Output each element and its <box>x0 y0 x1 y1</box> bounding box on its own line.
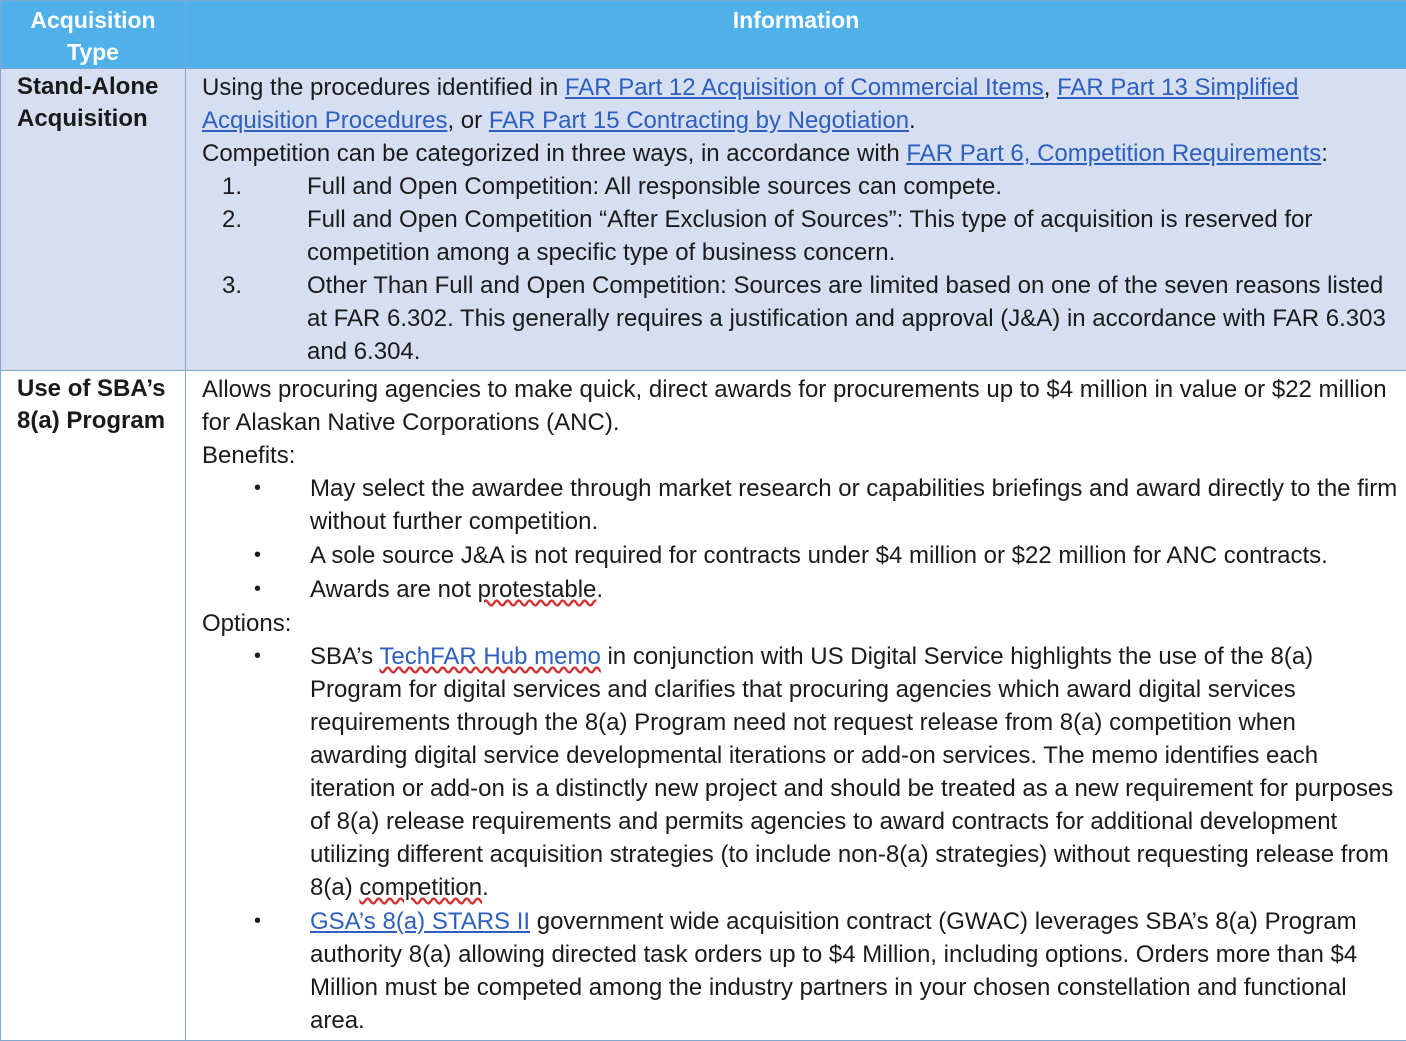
bullet-icon: • <box>202 539 310 572</box>
list-item-text <box>310 573 1398 606</box>
text: , <box>1044 74 1057 101</box>
list-item <box>202 203 1398 269</box>
list-item-text: A sole source J&A is not required for contracts under $4 million or $22 million for ANC contracts. <box>310 539 1398 572</box>
list-item <box>202 539 1398 572</box>
row-information <box>186 69 1406 371</box>
list-item-text: May select the awardee through market research or capabilities briefings and award directly to the firm without further competition. <box>310 472 1398 538</box>
far-part-15-link[interactable]: FAR Part 15 Contracting by Negotiation <box>489 107 909 134</box>
options-list <box>202 640 1398 1037</box>
text: , or <box>447 107 488 134</box>
spellcheck-word: protestable <box>478 576 597 603</box>
table-row-stand-alone <box>1 69 1406 371</box>
list-item <box>202 170 1398 203</box>
row-information <box>186 371 1406 1041</box>
benefits-label: Benefits: <box>202 439 1398 472</box>
bullet-icon: • <box>202 472 310 538</box>
techfar-hub-memo-link[interactable]: TechFAR Hub memo <box>379 643 600 670</box>
text: Competition can be categorized in three ways, in accordance with <box>202 140 906 167</box>
list-item-text: Full and Open Competition “After Exclusion of Sources”: This type of acquisition is reserved for competition among a specific type of business concern. <box>307 203 1398 269</box>
far-part-6-link[interactable]: FAR Part 6, Competition Requirements <box>906 140 1321 167</box>
far-part-12-link[interactable]: FAR Part 12 Acquisition of Commercial Items <box>565 74 1044 101</box>
spellcheck-word: competition <box>359 874 482 901</box>
competition-paragraph <box>202 137 1398 170</box>
list-item <box>202 472 1398 538</box>
list-item <box>202 640 1398 904</box>
list-item <box>202 269 1398 368</box>
list-item <box>202 573 1398 606</box>
procedures-paragraph <box>202 71 1398 137</box>
text: : <box>1321 140 1328 167</box>
intro-paragraph: Allows procuring agencies to make quick, direct awards for procurements up to $4 million in value or $22 million for Alaskan Native Corporations (ANC). <box>202 373 1398 439</box>
header-information: Information <box>186 1 1406 69</box>
list-number: 2. <box>202 203 307 269</box>
options-label: Options: <box>202 607 1398 640</box>
list-item <box>202 905 1398 1037</box>
gsa-8a-stars-ii-link[interactable]: GSA’s 8(a) STARS II <box>310 908 530 935</box>
table-row-sba-8a <box>1 371 1406 1041</box>
list-number: 1. <box>202 170 307 203</box>
text: Awards are not <box>310 576 478 603</box>
list-item-text: Other Than Full and Open Competition: Sources are limited based on one of the seven reasons listed at FAR 6.302. This generally requires a justification and approval (J&A) in accordance with FAR 6.303 and 6.304. <box>307 269 1398 368</box>
text: Using the procedures identified in <box>202 74 565 101</box>
bullet-icon: • <box>202 640 310 904</box>
text: . <box>909 107 916 134</box>
text: . <box>596 576 603 603</box>
row-type-label: Stand-Alone Acquisition <box>1 69 186 371</box>
list-number: 3. <box>202 269 307 368</box>
competition-list <box>202 170 1398 368</box>
bullet-icon: • <box>202 573 310 606</box>
text: SBA’s <box>310 643 379 670</box>
text: . <box>482 874 489 901</box>
text: government wide acquisition contract (GWAC) leverages SBA’s 8(a) Program authority 8(a) allowing directed task orders up to $4 Million, including options. Orders more than $4 Million must be competed among the industry partners in your chosen constellation and functional area. <box>310 908 1357 1034</box>
list-item-text <box>310 905 1398 1037</box>
row-type-label: Use of SBA’s 8(a) Program <box>1 371 186 1041</box>
header-acquisition-type: Acquisition Type <box>1 1 186 69</box>
far-part-13-link[interactable]: FAR Part 13 Simplified Acquisition Procedures <box>202 74 1299 134</box>
text: in conjunction with US Digital Service highlights the use of the 8(a) Program for digital services and clarifies that procuring agencies which award digital services requirements through the 8(a) Program need not request release from 8(a) competition when awarding digital service developmental iterations or add-on services. The memo identifies each iteration or add-on is a distinctly new project and should be treated as a new requirement for purposes of 8(a) release requirements and permits agencies to award contracts for additional development utilizing different acquisition strategies (to include non-8(a) strategies) without requesting release from 8(a) <box>310 643 1393 901</box>
benefits-list <box>202 472 1398 606</box>
list-item-text <box>310 640 1398 904</box>
bullet-icon: • <box>202 905 310 1037</box>
list-item-text: Full and Open Competition: All responsible sources can compete. <box>307 170 1398 203</box>
header-row <box>1 1 1406 69</box>
